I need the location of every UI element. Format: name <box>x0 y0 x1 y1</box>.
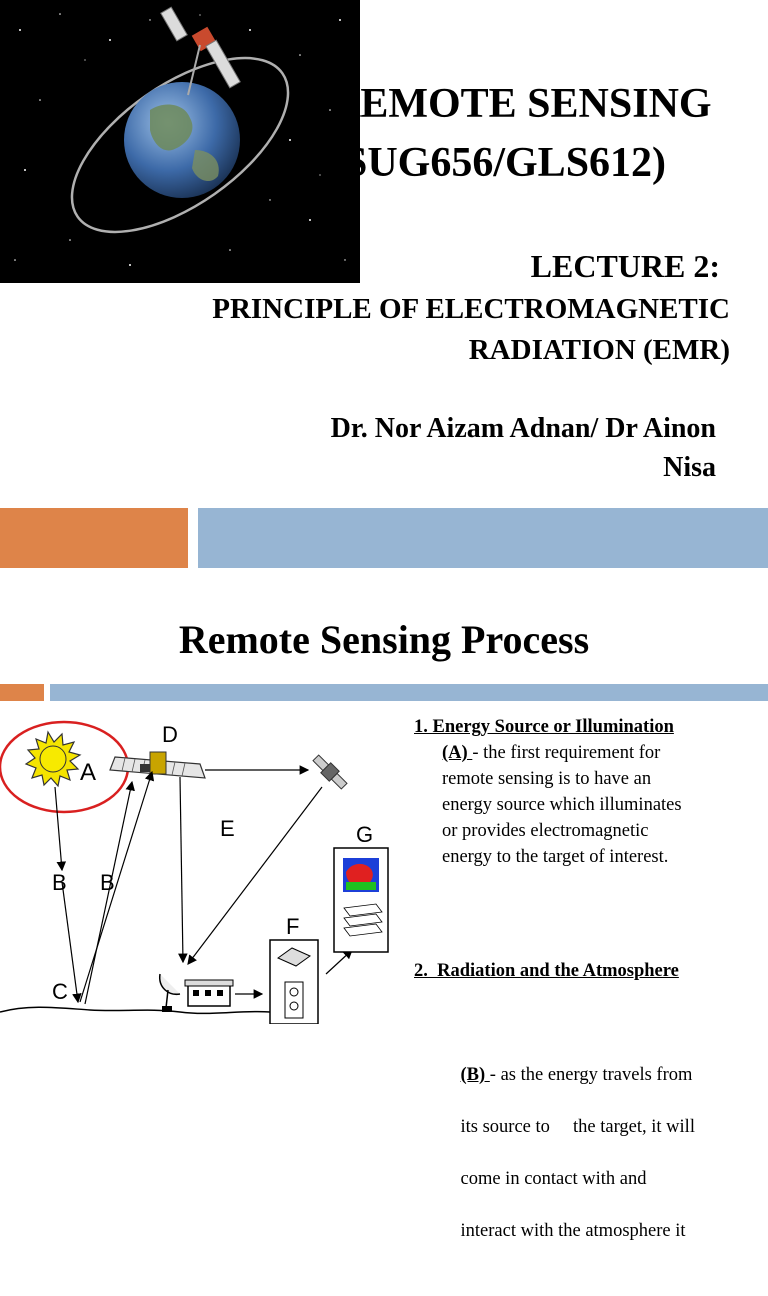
author-line2: Nisa <box>663 452 716 483</box>
label-g: G <box>356 822 374 847</box>
lecture-number: LECTURE 2: <box>530 248 720 284</box>
arrow-sun-down <box>55 787 62 870</box>
lecture-subtitle-line1: PRINCIPLE OF ELECTROMAGNETIC <box>212 293 730 325</box>
section-1-line-5: energy to the target of interest. <box>442 847 669 867</box>
label-a: A <box>80 759 97 786</box>
section-2-line-3: come in contact with and <box>460 1169 647 1189</box>
remote-sensing-diagram <box>0 712 400 1024</box>
arrow-relay-to-ground <box>188 787 322 964</box>
lecture-title: REMOTE SENSING <box>330 81 712 127</box>
label-b-1: B <box>52 870 67 895</box>
section-1-line-2: remote sensing is to have an <box>442 769 652 789</box>
author-line1: Dr. Nor Aizam Adnan/ Dr Ainon <box>330 413 716 444</box>
section-2-key: (B) <box>460 1065 490 1085</box>
section-2-line-4: interact with the atmosphere it <box>460 1221 686 1241</box>
section-1-line-4: or provides electromagnetic <box>442 821 649 841</box>
section-1-line-1: - the first requirement for <box>472 743 661 763</box>
antenna-dish-icon <box>160 974 180 1012</box>
label-b-2: B <box>100 870 115 895</box>
section-energy-source <box>414 714 764 870</box>
slide1-footer-orange-bar <box>0 508 188 568</box>
arrow-to-interpretation <box>326 950 352 974</box>
arrow-sensor-to-ground <box>180 777 183 962</box>
slide2-orange-bar <box>0 684 44 701</box>
label-f: F <box>286 914 300 939</box>
section-1-key: (A) <box>442 743 473 763</box>
section-1-heading: 1. Energy Source or Illumination <box>414 717 674 737</box>
arrow-reflection <box>80 772 152 1002</box>
ground-station-icon <box>185 980 233 1006</box>
process-diagram-svg <box>0 712 400 1024</box>
satellite-icon <box>161 7 240 95</box>
label-d: D <box>162 722 178 747</box>
label-c: C <box>52 979 68 1004</box>
label-e: E <box>220 816 235 841</box>
slide2-blue-bar <box>50 684 768 701</box>
section-2-line-1: - as the energy travels from <box>489 1065 693 1085</box>
relay-satellite-icon <box>311 753 349 791</box>
slide1-footer-blue-bar <box>198 508 768 568</box>
section-radiation-atmosphere <box>414 906 768 1296</box>
processing-panel-icon <box>270 940 318 1024</box>
imaging-satellite-icon <box>110 752 205 778</box>
section-1-line-3: energy source which illuminates <box>442 795 682 815</box>
sun-icon <box>26 732 80 786</box>
satellite-earth-image <box>0 0 360 283</box>
ground-line <box>0 1007 270 1013</box>
slide-title: Remote Sensing Process <box>178 617 590 662</box>
course-code: (SUG656/GLS612) <box>330 140 667 186</box>
section-2-line-2: its source to the target, it will <box>460 1117 695 1137</box>
satellite-earth-illustration <box>0 0 360 283</box>
interpretation-panel-icon <box>334 848 388 952</box>
lecture-subtitle-line2: RADIATION (EMR) <box>468 334 730 366</box>
section-2-heading: 2. Radiation and the Atmosphere <box>414 961 679 981</box>
